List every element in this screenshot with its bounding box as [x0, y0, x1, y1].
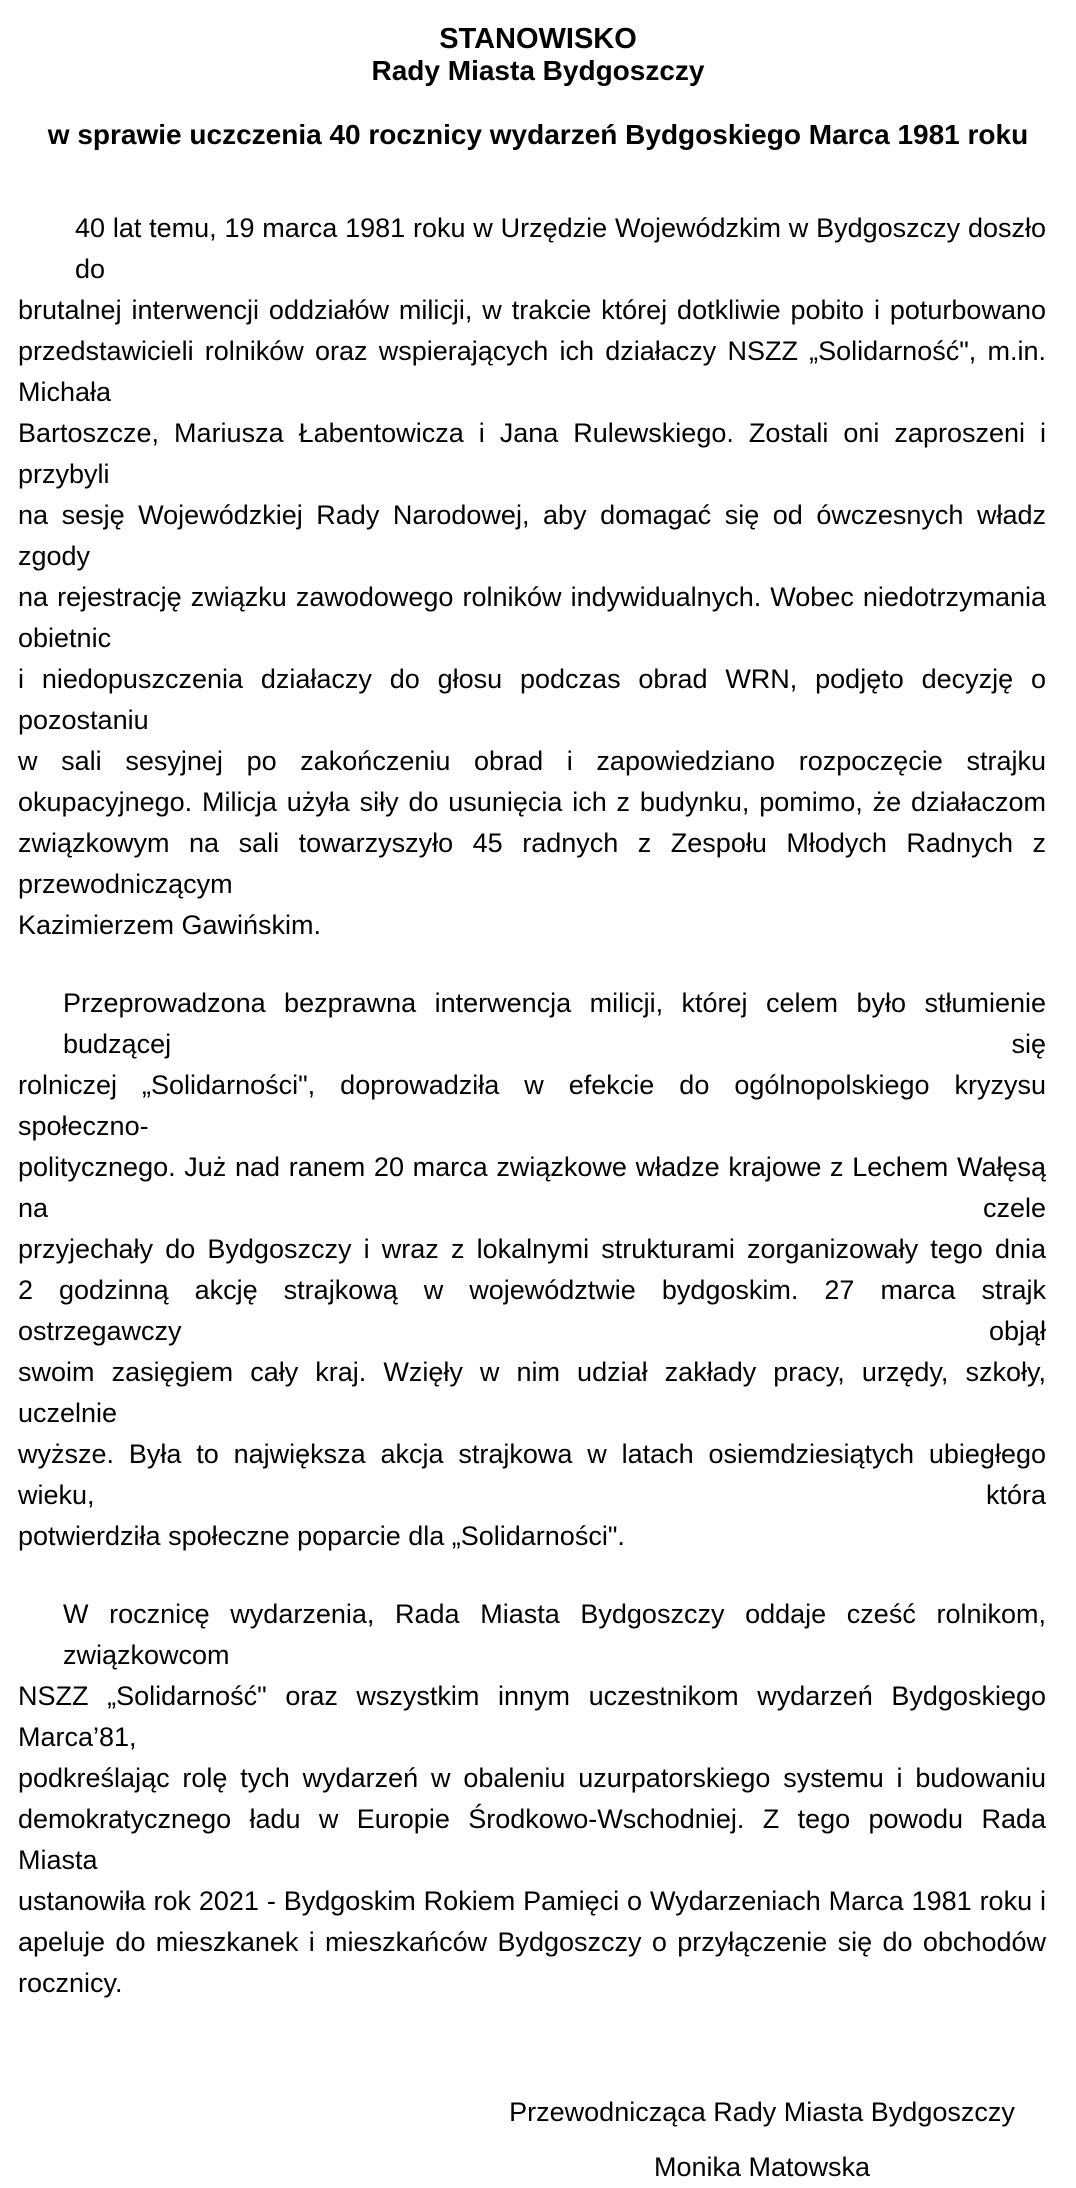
- document-page: [0, 22, 1076, 2182]
- text-line: przyjechały do Bydgoszczy i wraz z lokalnymi strukturami zorganizowały tego dnia: [18, 1234, 1046, 1264]
- document-header: [0, 22, 1076, 152]
- text-line: 2 godzinną akcję strajkową w województwie bydgoskim. 27 marca strajk ostrzegawczy objął: [18, 1275, 1046, 1346]
- text-line: demokratycznego ładu w Europie Środkowo-Wschodniej. Z tego powodu Rada Miasta: [18, 1804, 1046, 1875]
- text-line: swoim zasięgiem cały kraj. Wzięły w nim udział zakłady pracy, urzędy, szkoły, uczelnie: [18, 1357, 1046, 1428]
- text-line: NSZZ „Solidarność" oraz wszystkim innym uczestnikom wydarzeń Bydgoskiego Marca’81,: [18, 1681, 1046, 1752]
- document-subtitle: Rady Miasta Bydgoszczy: [371, 55, 705, 86]
- document-body: [18, 208, 1046, 2188]
- signature-name: Monika Matowska: [653, 2152, 871, 2182]
- text-line: 40 lat temu, 19 marca 1981 roku w Urzędzie Wojewódzkim w Bydgoszczy doszło do: [75, 213, 1046, 284]
- document-subject: w sprawie uczczenia 40 rocznicy wydarzeń Bydgoskiego Marca 1981 roku: [47, 119, 1029, 150]
- document-title: STANOWISKO: [439, 23, 637, 55]
- signature-block: [482, 2092, 1042, 2188]
- text-line: okupacyjnego. Milicja użyła siły do usunięcia ich z budynku, pomimo, że działaczom: [18, 787, 1046, 817]
- text-line: na rejestrację związku zawodowego rolników indywidualnych. Wobec niedotrzymania obietnic: [18, 582, 1046, 653]
- text-line: apeluje do mieszkanek i mieszkańców Bydgoszczy o przyłączenie się do obchodów rocznicy.: [18, 1927, 1046, 1998]
- text-line: ustanowiła rok 2021 - Bydgoskim Rokiem Pamięci o Wydarzeniach Marca 1981 roku i: [18, 1886, 1046, 1916]
- text-line: podkreślając rolę tych wydarzeń w obaleniu uzurpatorskiego systemu i budowaniu: [18, 1763, 1046, 1793]
- signature-role: Przewodnicząca Rady Miasta Bydgoszczy: [509, 2097, 1015, 2127]
- text-line: potwierdziła społeczne poparcie dla „Solidarności".: [18, 1521, 625, 1551]
- text-line: Przeprowadzona bezprawna interwencja milicji, której celem było stłumienie budzącej się: [63, 988, 1046, 1059]
- text-line: przedstawicieli rolników oraz wspierających ich działaczy NSZZ „Solidarność", m.in. Michała: [18, 336, 1046, 407]
- text-line: Bartoszcze, Mariusza Łabentowicza i Jana Rulewskiego. Zostali oni zaproszeni i przybyli: [18, 418, 1046, 489]
- text-line: Kazimierzem Gawińskim.: [18, 910, 322, 940]
- text-line: w sali sesyjnej po zakończeniu obrad i zapowiedziano rozpoczęcie strajku: [18, 746, 1046, 776]
- text-line: i niedopuszczenia działaczy do głosu podczas obrad WRN, podjęto decyzję o pozostaniu: [18, 664, 1046, 735]
- paragraph-2: [18, 983, 1046, 1557]
- paragraph-1: [18, 208, 1046, 946]
- text-line: rolniczej „Solidarności", doprowadziła w efekcie do ogólnopolskiego kryzysu społeczno-: [18, 1070, 1046, 1141]
- text-line: związkowym na sali towarzyszyło 45 radnych z Zespołu Młodych Radnych z przewodniczącym: [18, 828, 1046, 899]
- text-line: politycznego. Już nad ranem 20 marca związkowe władze krajowe z Lechem Wałęsą na czele: [18, 1152, 1046, 1223]
- text-line: brutalnej interwencji oddziałów milicji, w trakcie której dotkliwie pobito i poturbowano: [18, 295, 1046, 325]
- text-line: W rocznicę wydarzenia, Rada Miasta Bydgoszczy oddaje cześć rolnikom, związkowcom: [63, 1599, 1046, 1670]
- text-line: na sesję Wojewódzkiej Rady Narodowej, aby domagać się od ówczesnych władz zgody: [18, 500, 1046, 571]
- text-line: wyższe. Była to największa akcja strajkowa w latach osiemdziesiątych ubiegłego wieku, która: [18, 1439, 1046, 1510]
- paragraph-3: [18, 1594, 1046, 2004]
